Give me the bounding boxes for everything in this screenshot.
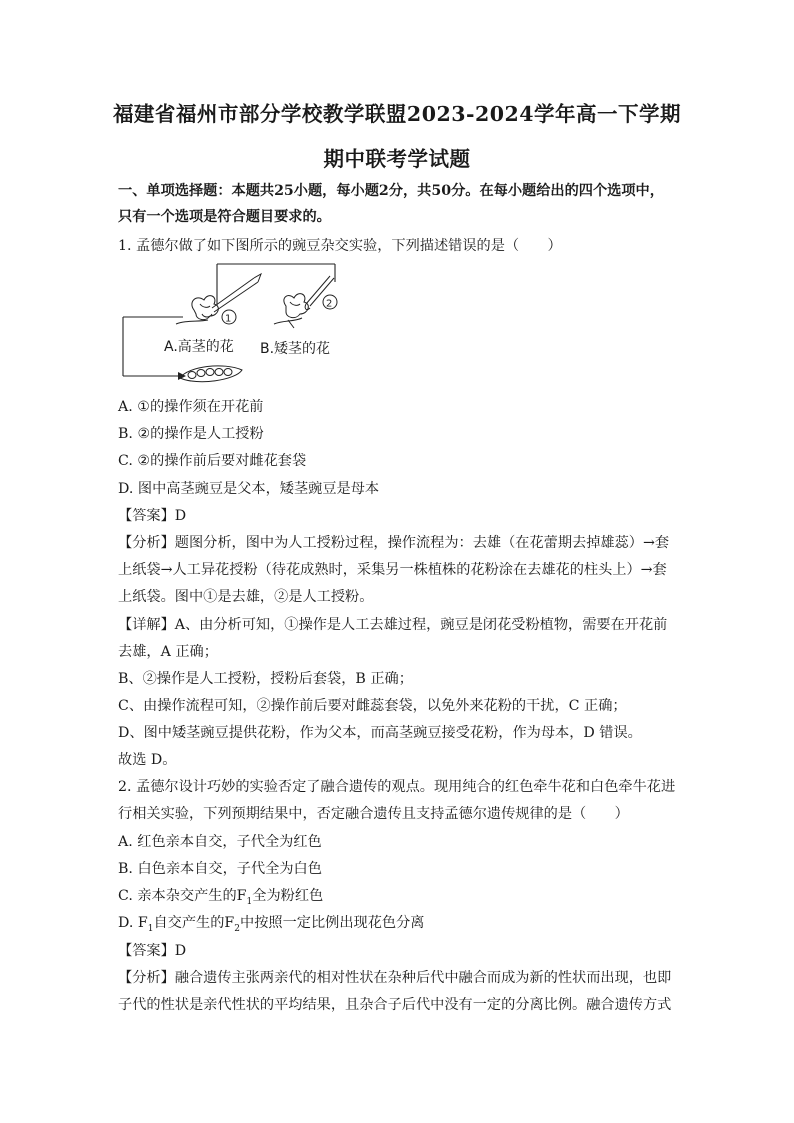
option-d-subscript-2: 2 — [234, 923, 240, 934]
question-1-stem: 1. 孟德尔做了如下图所示的豌豆杂交实验，下列描述错误的是（ ） — [118, 238, 562, 254]
question-1-detail-line-3: B、②操作是人工授粉，授粉后套袋，B 正确； — [118, 671, 413, 687]
question-1-analysis-line-2: 上纸袋→人工异花授粉（待花成熟时，采集另一株植株的花粉涂在去雄花的柱头上）→套 — [118, 562, 667, 578]
question-2-option-b: B. 白色亲本自交，子代全为白色 — [118, 861, 322, 877]
question-1-detail-line-4: C、由操作流程可知，②操作前后要对雌蕊套袋，以免外来花粉的干扰，C 正确； — [118, 698, 627, 714]
question-1-detail-line-1: 【详解】A、由分析可知，①操作是人工去雄过程，豌豆是闭花受粉植物，需要在开花前 — [118, 617, 668, 633]
question-2-analysis-line-1: 【分析】融合遗传主张两亲代的相对性状在杂种后代中融合而成为新的性状而出现，也即 — [118, 970, 672, 986]
pea-pod-icon — [180, 366, 242, 382]
question-2-answer: 【答案】D — [118, 943, 187, 959]
question-2-option-d — [118, 912, 424, 934]
option-d-subscript-1: 1 — [147, 923, 154, 934]
option-c-text-end: 全为粉红色 — [252, 888, 324, 904]
svg-text:1: 1 — [225, 313, 232, 325]
question-1-option-c: C. ②的操作前后要对雌花套袋 — [118, 453, 307, 469]
question-1-option-b: B. ②的操作是人工授粉 — [118, 426, 264, 442]
pea-cross-figure — [118, 262, 378, 387]
question-2-analysis-line-2: 子代的性状是亲代性状的平均结果，且杂合子后代中没有一定的分离比例。融合遗传方式 — [118, 997, 672, 1013]
svg-text:2: 2 — [326, 298, 333, 310]
section-instruction-line-2: 只有一个选项是符合题目要求的。 — [118, 209, 331, 225]
title-line-1: 福建省福州市部分学校教学联盟2023-2024学年高一下学期 — [112, 102, 682, 126]
question-2-option-a: A. 红色亲本自交，子代全为红色 — [118, 834, 322, 850]
tall-stem-flower-icon — [176, 296, 218, 324]
figure-label-tall-flower: A.高茎的花 — [164, 339, 234, 355]
question-1-analysis-line-1: 【分析】题图分析，图中为人工授粉过程，操作流程为：去雄（在花蕾期去掉雄蕊）→套 — [118, 535, 670, 551]
tweezers-icon — [212, 274, 261, 312]
figure-label-short-flower: B.矮茎的花 — [260, 341, 331, 357]
title-line-2: 期中联考学试题 — [323, 147, 471, 171]
option-d-text-middle: 自交产生的F — [153, 915, 235, 931]
question-1-analysis-line-3: 上纸袋。图中①是去雄，②是人工授粉。 — [118, 589, 374, 605]
option-c-subscript: 1 — [246, 896, 253, 907]
question-1-option-d: D. 图中高茎豌豆是父本，矮茎豌豆是母本 — [118, 481, 380, 497]
question-1-detail-line-6: 故选 D。 — [118, 752, 177, 768]
question-2-stem-line-2: 行相关实验，下列预期结果中，否定融合遗传且支持孟德尔遗传规律的是（ ） — [118, 806, 629, 822]
section-instruction-line-1: 一、单项选择题：本题共25小题，每小题2分，共50分。在每小题给出的四个选项中， — [118, 183, 664, 199]
question-2-stem-line-1: 2. 孟德尔设计巧妙的实验否定了融合遗传的观点。现用纯合的红色牵牛花和白色牵牛花进 — [118, 779, 676, 795]
option-d-text-end: 中按照一定比例出现花色分离 — [240, 915, 425, 931]
question-1-option-a: A. ①的操作须在开花前 — [118, 399, 264, 415]
question-1-answer: 【答案】D — [118, 508, 187, 524]
option-d-text-start: D. F — [118, 915, 148, 931]
question-1-detail-line-2: 去雄，A 正确； — [118, 644, 218, 660]
option-c-text-start: C. 亲本杂交产生的F — [118, 888, 247, 904]
question-2-option-c — [118, 885, 323, 907]
pea-cross-diagram — [118, 262, 378, 387]
question-1-detail-line-5: D、图中矮茎豌豆提供花粉，作为父本，而高茎豌豆接受花粉，作为母本，D 错误。 — [118, 725, 642, 741]
short-stem-flower-icon — [274, 294, 308, 328]
